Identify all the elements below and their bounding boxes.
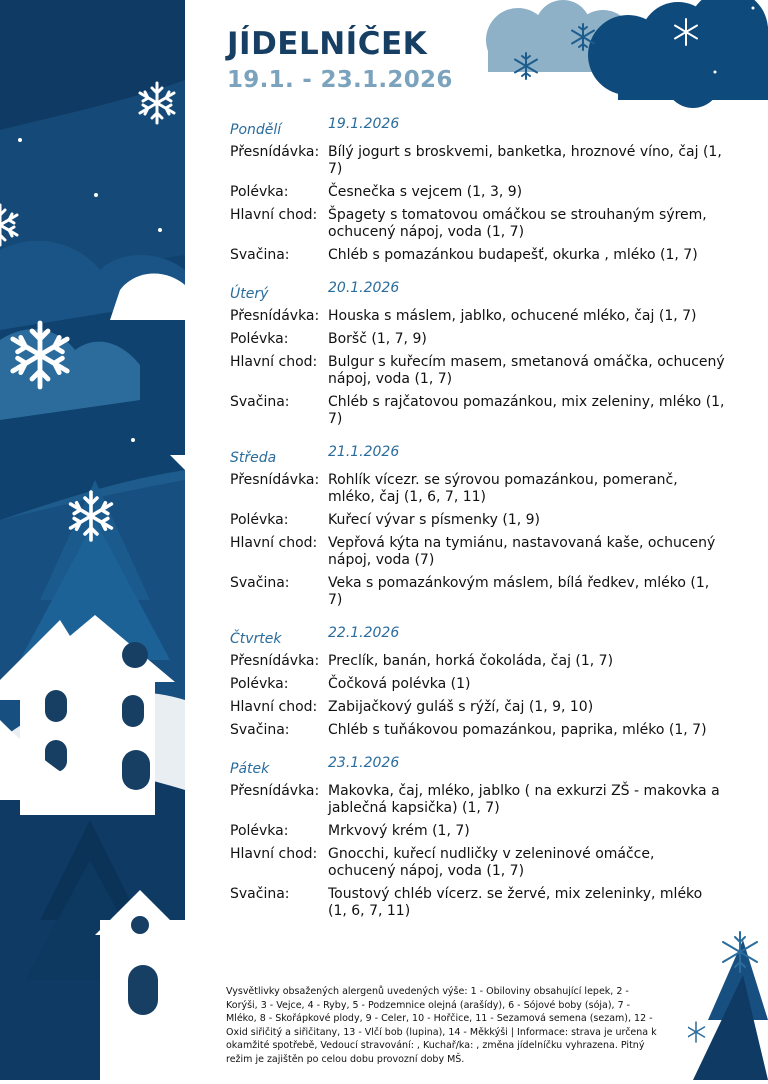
meal-label: Polévka: [230, 331, 289, 347]
day-monday [230, 114, 725, 264]
day-name: Čtvrtek [230, 631, 282, 647]
day-date: 22.1.2026 [328, 625, 400, 641]
meal-row [230, 184, 725, 201]
day-wednesday [230, 442, 725, 609]
weekly-menu [230, 114, 725, 934]
meal-label: Polévka: [230, 676, 289, 692]
meal-label: Hlavní chod: [230, 846, 318, 862]
meal-row [230, 722, 725, 739]
meal-label: Přesnídávka: [230, 472, 320, 488]
meal-text: Makovka, čaj, mléko, jablko ( na exkurzi ZŠ - makovka a jablečná kapsička) (1, 7) [328, 783, 720, 816]
meal-label: Přesnídávka: [230, 653, 320, 669]
meal-text: Preclík, banán, horká čokoláda, čaj (1, 7) [328, 653, 614, 669]
meal-row [230, 354, 725, 388]
day-thursday [230, 623, 725, 739]
meal-label: Svačina: [230, 575, 290, 591]
clouds-illustration [478, 0, 768, 110]
meal-row [230, 676, 725, 693]
meal-row [230, 535, 725, 569]
meal-text: Houska s máslem, jablko, ochucené mléko, čaj (1, 7) [328, 308, 697, 324]
meal-label: Hlavní chod: [230, 535, 318, 551]
meal-row [230, 575, 725, 609]
meal-label: Polévka: [230, 184, 289, 200]
meal-row [230, 472, 725, 506]
page-title: JÍDELNÍČEK [227, 26, 428, 62]
day-name: Pátek [230, 761, 270, 777]
meal-row [230, 699, 725, 716]
meal-label: Hlavní chod: [230, 354, 318, 370]
meal-label: Svačina: [230, 722, 290, 738]
meal-label: Hlavní chod: [230, 207, 318, 223]
day-date: 21.1.2026 [328, 444, 400, 460]
day-friday [230, 753, 725, 920]
meal-label: Svačina: [230, 394, 290, 410]
meal-label: Přesnídávka: [230, 308, 320, 324]
meal-text: Špagety s tomatovou omáčkou se strouhaným sýrem, ochucený nápoj, voda (1, 7) [328, 207, 707, 240]
meal-label: Polévka: [230, 512, 289, 528]
meal-text: Chléb s pomazánkou budapešť, okurka , mléko (1, 7) [328, 247, 698, 263]
meal-row [230, 308, 725, 325]
meal-row [230, 512, 725, 529]
meal-row [230, 653, 725, 670]
meal-row [230, 331, 725, 348]
meal-text: Boršč (1, 7, 9) [328, 331, 427, 347]
meal-text: Veka s pomazánkovým máslem, bílá ředkev, mléko (1, 7) [328, 575, 710, 608]
meal-row [230, 886, 725, 920]
day-name: Pondělí [230, 122, 282, 138]
meal-label: Svačina: [230, 886, 290, 902]
meal-text: Bulgur s kuřecím masem, smetanová omáčka, ochucený nápoj, voda (1, 7) [328, 354, 725, 387]
day-name: Úterý [230, 286, 269, 302]
meal-row [230, 823, 725, 840]
allergen-legend: Vysvětlivky obsažených alergenů uvedených výše: 1 - Obiloviny obsahující lepek, 2 - Korýši, 3 - Vejce, 4 - Ryby, 5 - Podzemnice olejná (arašídy), 6 - Sójové boby (sója), 7 - Mléko, 8 - Skořápkové plody, 9 - Celer, 10 - Hořčice, 11 - Sezamová semena (sezam), 12 - Oxid siřičitý a siřičitany, 13 - Vlčí bob (lupina), 14 - Měkkýši | Informace: strava je určena k okamžité spotřebě, Vedoucí stravování: , Kuchař/ka: , změna jídelníčku vyhrazena. Pitný režim je zajištěn po celou dobu provozní doby MŠ. [226, 986, 657, 1065]
week-date-range: 19.1. - 23.1.2026 [227, 67, 453, 93]
winter-illustration-left [0, 0, 185, 1080]
meal-text: Vepřová kýta na tymiánu, nastavovaná kaše, ochucený nápoj, voda (7) [328, 535, 716, 568]
meal-text: Mrkvový krém (1, 7) [328, 823, 470, 839]
day-tuesday [230, 278, 725, 428]
day-date: 20.1.2026 [328, 280, 400, 296]
meal-row [230, 394, 725, 428]
meal-row [230, 144, 725, 178]
meal-text: Zabijačkový guláš s rýží, čaj (1, 9, 10) [328, 699, 594, 715]
meal-text: Chléb s tuňákovou pomazánkou, paprika, mléko (1, 7) [328, 722, 707, 738]
day-date: 23.1.2026 [328, 755, 400, 771]
day-date: 19.1.2026 [328, 116, 400, 132]
meal-label: Přesnídávka: [230, 144, 320, 160]
meal-row [230, 207, 725, 241]
meal-row [230, 846, 725, 880]
meal-text: Toustový chléb vícerz. se žervé, mix zeleninky, mléko (1, 6, 7, 11) [328, 886, 703, 919]
meal-row [230, 247, 725, 264]
meal-label: Polévka: [230, 823, 289, 839]
meal-text: Česnečka s vejcem (1, 3, 9) [328, 184, 523, 200]
meal-text: Rohlík vícezr. se sýrovou pomazánkou, pomeranč, mléko, čaj (1, 6, 7, 11) [328, 472, 678, 505]
meal-label: Hlavní chod: [230, 699, 318, 715]
meal-text: Kuřecí vývar s písmenky (1, 9) [328, 512, 541, 528]
meal-text: Bílý jogurt s broskvemi, banketka, hroznové víno, čaj (1, 7) [328, 144, 722, 177]
meal-text: Chléb s rajčatovou pomazánkou, mix zeleniny, mléko (1, 7) [328, 394, 725, 427]
meal-text: Čočková polévka (1) [328, 676, 471, 692]
day-name: Středa [230, 450, 277, 466]
meal-label: Přesnídávka: [230, 783, 320, 799]
meal-label: Svačina: [230, 247, 290, 263]
meal-text: Gnocchi, kuřecí nudličky v zeleninové omáčce, ochucený nápoj, voda (1, 7) [328, 846, 655, 879]
meal-row [230, 783, 725, 817]
